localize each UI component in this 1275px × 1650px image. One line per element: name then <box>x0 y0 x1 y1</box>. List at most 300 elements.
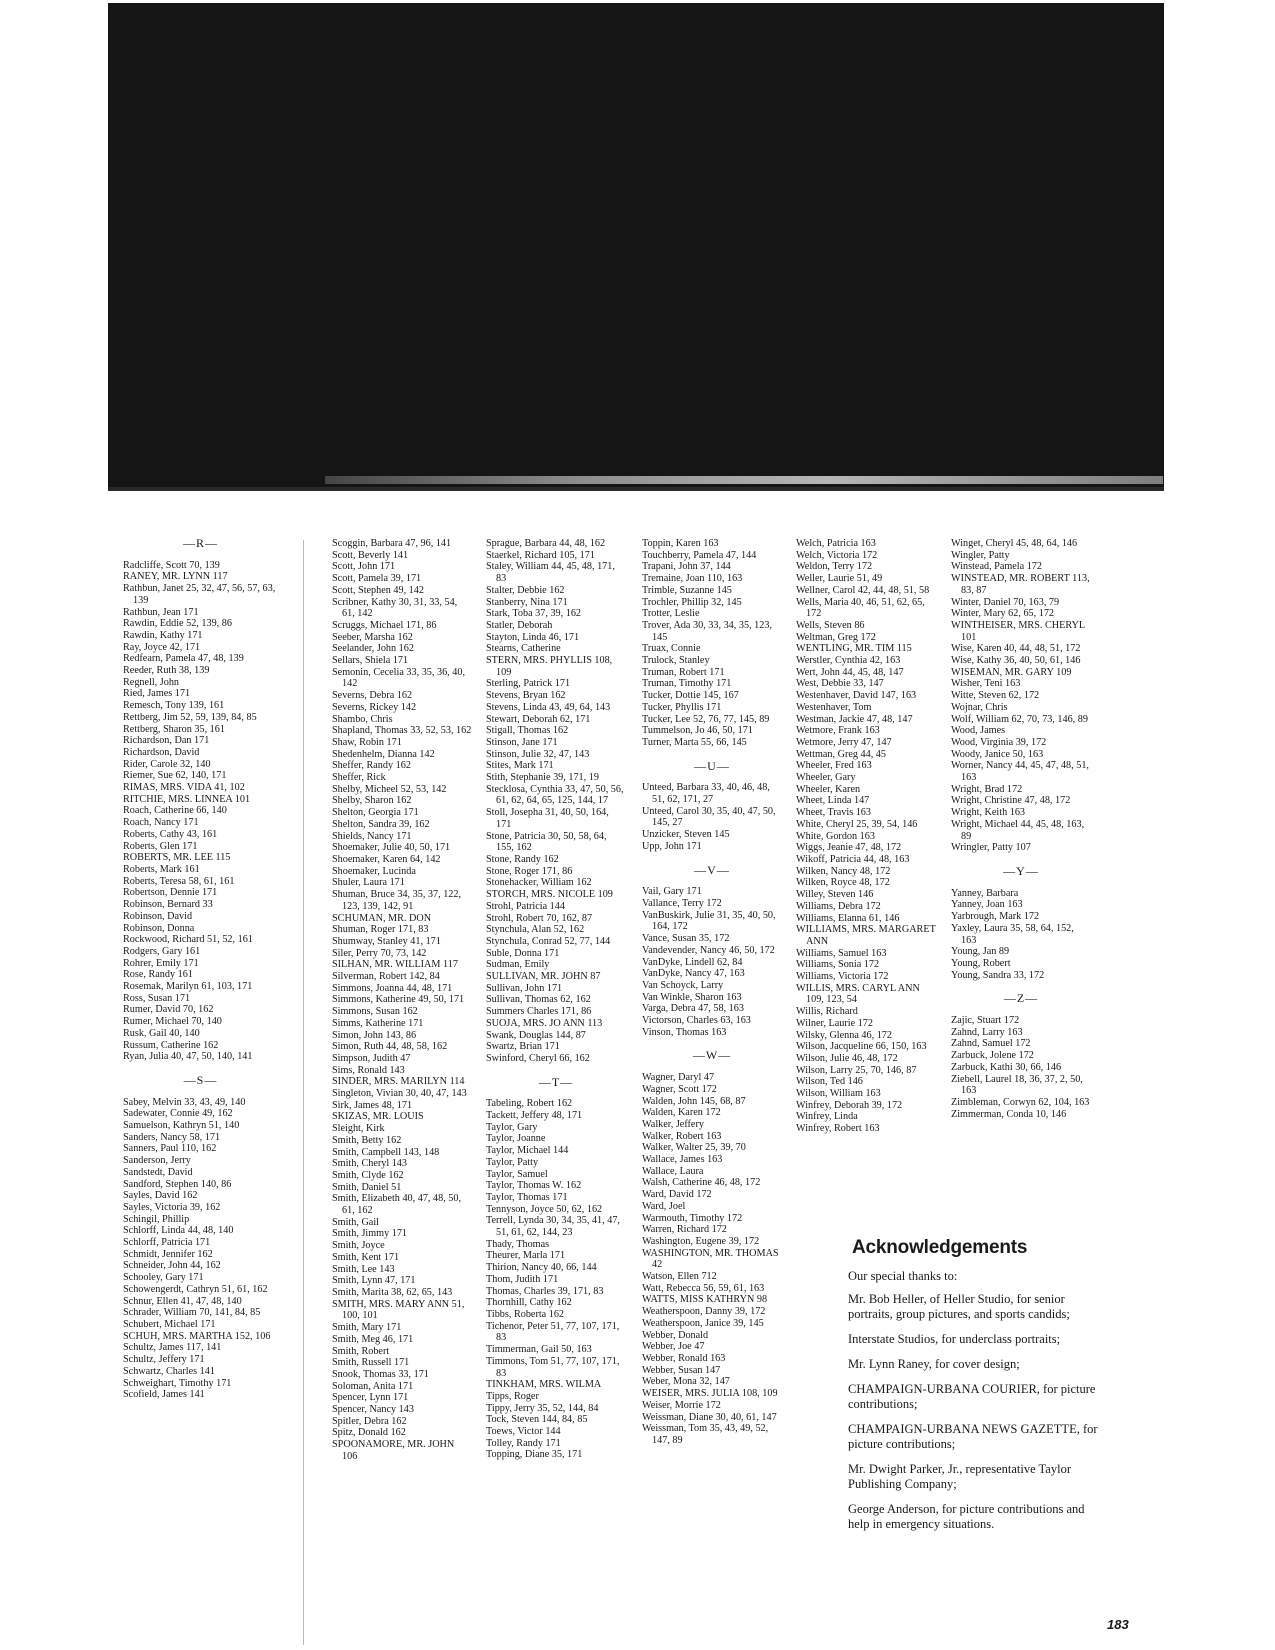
index-entry: Wilken, Royce 48, 172 <box>796 877 890 889</box>
index-entry: Scoggin, Barbara 47, 96, 141 <box>332 538 452 549</box>
index-entry: Watson, Ellen 712 <box>642 1271 717 1283</box>
index-entry: Rockwood, Richard 51, 52, 161 <box>123 934 253 946</box>
index-entry: Sullivan, Thomas 62, 162 <box>486 994 591 1006</box>
index-entry: WASHINGTON, MR. THOMAS 42 <box>642 1247 779 1271</box>
index-entry: Wetmore, Frank 163 <box>796 725 880 737</box>
index-entry: Simmons, Susan 162 <box>332 1006 418 1018</box>
index-entry: Westenhaver, Tom <box>796 701 872 713</box>
index-entry: Winter, Mary 62, 65, 172 <box>951 608 1055 620</box>
index-entry: Wright, Christine 47, 48, 172 <box>951 795 1071 807</box>
index-entry: Roberts, Teresa 58, 61, 161 <box>123 875 235 887</box>
index-entry: Wallace, James 163 <box>642 1154 723 1166</box>
index-entry: Worner, Nancy 44, 45, 47, 48, 51, 163 <box>951 760 1089 784</box>
index-entry: Wagner, Daryl 47 <box>642 1072 715 1084</box>
section-letter-heading: —S— <box>183 1072 218 1087</box>
index-entry: White, Cheryl 25, 39, 54, 146 <box>796 818 918 830</box>
index-entry: Willey, Steven 146 <box>796 889 874 901</box>
index-entry: Wilner, Laurie 172 <box>796 1017 873 1029</box>
index-entry: Wright, Brad 172 <box>951 783 1023 795</box>
index-entry: Seeber, Marsha 162 <box>332 631 413 643</box>
index-entry: Weber, Mona 32, 147 <box>642 1376 730 1388</box>
index-entry: RANEY, MR. LYNN 117 <box>123 571 228 583</box>
index-entry: Shelton, Sandra 39, 162 <box>332 818 430 830</box>
index-entry: Toppin, Karen 163 <box>642 538 719 549</box>
index-entry: Unteed, Barbara 33, 40, 46, 48, 51, 62, 171, 27 <box>642 782 770 806</box>
index-entry: Shaw, Robin 171 <box>332 736 402 748</box>
index-entry: Wolf, William 62, 70, 73, 146, 89 <box>951 713 1088 725</box>
index-entry: Williams, Victoria 172 <box>796 971 889 983</box>
index-entry: Thornhill, Cathy 162 <box>486 1297 572 1309</box>
index-entry: Walker, Robert 163 <box>642 1130 722 1142</box>
ack-item: CHAMPAIGN-URBANA COURIER, for picture contributions; <box>848 1382 1096 1411</box>
index-entry: Young, Jan 89 <box>951 946 1010 958</box>
index-entry: WILLIS, MRS. CARYL ANN 109, 123, 54 <box>796 982 920 1006</box>
index-entry: Schmidt, Jennifer 162 <box>123 1248 213 1260</box>
index-entry: Young, Robert <box>951 957 1011 969</box>
index-entry: Taylor, Samuel <box>486 1168 548 1180</box>
index-entry: Westman, Jackie 47, 48, 147 <box>796 713 913 725</box>
index-entry: Wisher, Teni 163 <box>951 678 1021 690</box>
index-entry: Sanders, Nancy 58, 171 <box>123 1131 221 1143</box>
index-entry: Sellars, Shiela 171 <box>332 655 409 667</box>
index-entry: Wheet, Travis 163 <box>796 807 871 819</box>
index-entry: Shuman, Roger 171, 83 <box>332 924 429 936</box>
index-entry: Winter, Daniel 70, 163, 79 <box>951 596 1060 608</box>
index-entry: Sandstedt, David <box>123 1166 193 1178</box>
index-entry: SCHUH, MRS. MARTHA 152, 106 <box>123 1330 271 1342</box>
index-entry: Spencer, Lynn 171 <box>332 1392 409 1404</box>
index-entry: Watt, Rebecca 56, 59, 61, 163 <box>642 1282 765 1294</box>
index-entry: Smith, Joyce <box>332 1240 385 1252</box>
index-entry: Sabey, Melvin 33, 43, 49, 140 <box>123 1096 246 1108</box>
index-entry: Rettberg, Jim 52, 59, 139, 84, 85 <box>123 711 257 723</box>
index-entry: Taylor, Gary <box>486 1121 538 1133</box>
index-entry: Wise, Karen 40, 44, 48, 51, 172 <box>951 643 1081 655</box>
index-entry: Weiser, Morrie 172 <box>642 1399 721 1411</box>
index-entry: Werstler, Cynthia 42, 163 <box>796 655 901 667</box>
index-entry: Wilson, Jacqueline 66, 150, 163 <box>796 1041 927 1053</box>
index-entry: Tennyson, Joyce 50, 62, 162 <box>486 1203 603 1215</box>
index-entry: Stinson, Jane 171 <box>486 736 558 748</box>
index-entry: Zahnd, Samuel 172 <box>951 1038 1031 1050</box>
index-entry: Statler, Deborah <box>486 619 553 631</box>
index-entry: Wright, Keith 163 <box>951 807 1026 819</box>
index-entry: Welch, Victoria 172 <box>796 549 878 561</box>
index-entry: Simon, Ruth 44, 48, 58, 162 <box>332 1041 448 1053</box>
index-entry: Winfrey, Deborah 39, 172 <box>796 1099 903 1111</box>
index-entry: Yanney, Barbara <box>951 887 1019 899</box>
index-entry: Tichenor, Peter 51, 77, 107, 171, 83 <box>486 1320 620 1344</box>
index-entry: Taylor, Patty <box>486 1156 539 1168</box>
index-entry: Wood, James <box>951 725 1006 737</box>
index-entry: Thirion, Nancy 40, 66, 144 <box>486 1262 597 1274</box>
index-entry: Rawdin, Kathy 171 <box>123 629 203 641</box>
index-entry: Wilson, Julie 46, 48, 172 <box>796 1052 898 1064</box>
index-entry: Siler, Perry 70, 73, 142 <box>332 947 427 959</box>
index-entry: Webber, Donald <box>642 1329 709 1341</box>
index-entry: Scruggs, Michael 171, 86 <box>332 619 437 631</box>
index-entry: Tippy, Jerry 35, 52, 144, 84 <box>486 1402 599 1414</box>
index-entry: Simon, John 143, 86 <box>332 1029 417 1041</box>
index-entry: Tummelson, Jo 46, 50, 171 <box>642 725 753 737</box>
index-entry: Stone, Roger 171, 86 <box>486 865 573 877</box>
index-entry: Summers Charles 171, 86 <box>486 1006 592 1018</box>
index-entry: Staerkel, Richard 105, 171 <box>486 549 595 561</box>
index-entry: Wheeler, Fred 163 <box>796 760 872 772</box>
index-entry: Shields, Nancy 171 <box>332 830 412 842</box>
index-entry: Roach, Nancy 171 <box>123 817 199 829</box>
index-entry: Walden, John 145, 68, 87 <box>642 1095 746 1107</box>
index-entry: Shedenhelm, Dianna 142 <box>332 748 435 760</box>
index-entry: RITCHIE, MRS. LINNEA 101 <box>123 793 251 805</box>
index-entry: SINDER, MRS. MARILYN 114 <box>332 1076 465 1088</box>
index-entry: WISEMAN, MR. GARY 109 <box>951 666 1072 678</box>
section-letter-heading: —W— <box>692 1048 732 1063</box>
index-entry: Snook, Thomas 33, 171 <box>332 1368 429 1380</box>
index-entry: Stigall, Thomas 162 <box>486 725 569 737</box>
index-entry: Sims, Ronald 143 <box>332 1064 405 1076</box>
index-entry: Wetmore, Jerry 47, 147 <box>796 736 892 748</box>
index-entry: Varga, Debra 47, 58, 163 <box>642 1003 744 1015</box>
index-entry: Van Schoyck, Larry <box>642 979 724 991</box>
index-entry: Rohrer, Emily 171 <box>123 957 199 969</box>
index-entry: Robertson, Dennie 171 <box>123 887 218 899</box>
index-entry: Scott, Pamela 39, 171 <box>332 573 422 585</box>
index-entry: RIMAS, MRS. VIDA 41, 102 <box>123 782 245 794</box>
index-entry: Trulock, Stanley <box>642 655 710 667</box>
acknowledgements-title: Acknowledgements <box>852 1237 1028 1258</box>
index-entry: Welch, Patricia 163 <box>796 538 876 549</box>
index-entry: Schubert, Michael 171 <box>123 1319 216 1330</box>
index-entry: Rumer, Michael 70, 140 <box>123 1016 222 1028</box>
index-entry: SULLIVAN, MR. JOHN 87 <box>486 971 601 983</box>
index-entry: Wright, Michael 44, 45, 48, 163, 89 <box>951 818 1085 842</box>
index-entry: Wringler, Patty 107 <box>951 842 1031 854</box>
index-entry: Simpson, Judith 47 <box>332 1052 411 1064</box>
index-entry: Winfrey, Linda <box>796 1111 858 1123</box>
index-entry: Winget, Cheryl 45, 48, 64, 146 <box>951 538 1078 549</box>
index-entry: Shelby, Sharon 162 <box>332 795 412 807</box>
index-entry: Shoemaker, Lucinda <box>332 865 416 877</box>
index-entry: Stevens, Bryan 162 <box>486 690 566 702</box>
index-entry: Stites, Mark 171 <box>486 760 554 772</box>
index-entry: Sandford, Stephen 140, 86 <box>123 1178 232 1190</box>
index-column-3 <box>486 538 626 1461</box>
index-entry: SCHUMAN, MR. DON <box>332 912 432 924</box>
index-entry: Spitz, Donald 162 <box>332 1427 406 1439</box>
index-entry: Zimbleman, Corwyn 62, 104, 163 <box>951 1096 1090 1108</box>
index-entry: SPOONAMORE, MR. JOHN 106 <box>332 1439 455 1462</box>
index-entry: Stalter, Debbie 162 <box>486 584 565 596</box>
index-entry: Wert, John 44, 45, 48, 147 <box>796 666 904 678</box>
index-entry: Weatherspoon, Janice 39, 145 <box>642 1317 764 1329</box>
index-entry: Suble, Donna 171 <box>486 947 560 959</box>
index-entry: SILHAN, MR. WILLIAM 117 <box>332 959 458 971</box>
index-entry: Thom, Judith 171 <box>486 1273 559 1285</box>
index-entry: Shoemaker, Karen 64, 142 <box>332 853 441 865</box>
index-entry: Soloman, Anita 171 <box>332 1380 414 1392</box>
index-entry: Rawdin, Eddie 52, 139, 86 <box>123 618 232 630</box>
index-column-2 <box>332 538 472 1463</box>
index-entry: Ziebell, Laurel 18, 36, 37, 2, 50, 163 <box>951 1073 1083 1097</box>
index-entry: Schweighart, Timothy 171 <box>123 1377 232 1389</box>
index-entry: Smith, Daniel 51 <box>332 1181 402 1193</box>
index-entry: WENTLING, MR. TIM 115 <box>796 643 912 655</box>
index-entry: Webber, Joe 47 <box>642 1341 705 1353</box>
index-entry: Warmouth, Timothy 172 <box>642 1212 743 1224</box>
index-entry: Schingil, Phillip <box>123 1213 190 1225</box>
index-entry: Weltman, Greg 172 <box>796 631 876 643</box>
index-entry: Singleton, Vivian 30, 40, 47, 143 <box>332 1088 467 1100</box>
index-entry: Scott, Beverly 141 <box>332 549 409 561</box>
index-entry: Upp, John 171 <box>642 840 702 852</box>
index-entry: Wilson, Larry 25, 70, 146, 87 <box>796 1064 917 1076</box>
index-entry: SUOJA, MRS. JO ANN 113 <box>486 1017 603 1029</box>
index-entry: Tucker, Lee 52, 76, 77, 145, 89 <box>642 713 770 725</box>
index-entry: Yarbrough, Mark 172 <box>951 911 1040 923</box>
index-entry: Wheeler, Gary <box>796 772 856 784</box>
index-entry: Remesch, Tony 139, 161 <box>123 700 225 712</box>
index-entry: Stayton, Linda 46, 171 <box>486 631 580 643</box>
index-entry: Trapani, John 37, 144 <box>642 561 731 573</box>
index-entry: Wood, Virginia 39, 172 <box>951 736 1047 748</box>
section-letter-heading: —Z— <box>1003 991 1039 1006</box>
index-entry: Truman, Robert 171 <box>642 666 725 678</box>
column-divider <box>303 540 304 1645</box>
index-entry: Vallance, Terry 172 <box>642 897 722 909</box>
index-entry: Wilsky, Glenna 46, 172 <box>796 1029 892 1041</box>
index-entry: Ried, James 171 <box>123 688 191 700</box>
index-entry: Tabeling, Robert 162 <box>486 1098 573 1110</box>
index-entry: Roberts, Cathy 43, 161 <box>123 828 218 840</box>
index-entry: Wellner, Carol 42, 44, 48, 51, 58 <box>796 584 930 596</box>
index-entry: Theurer, Marla 171 <box>486 1250 566 1262</box>
index-entry: Schlorff, Linda 44, 48, 140 <box>123 1225 234 1237</box>
index-entry: Stevens, Linda 43, 49, 64, 143 <box>486 701 611 713</box>
index-entry: Sayles, David 162 <box>123 1190 198 1202</box>
photo-light-streak <box>325 476 1163 484</box>
index-entry: Schneider, John 44, 162 <box>123 1260 221 1272</box>
index-entry: Wallace, Laura <box>642 1165 704 1177</box>
index-entry: Schowengerdt, Cathryn 51, 61, 162 <box>123 1283 268 1295</box>
index-entry: Swinford, Cheryl 66, 162 <box>486 1052 590 1064</box>
index-entry: Topping, Diane 35, 171 <box>486 1449 583 1461</box>
index-entry: Smith, Clyde 162 <box>332 1169 404 1181</box>
index-entry: Walsh, Catherine 46, 48, 172 <box>642 1177 761 1189</box>
ack-item: Mr. Lynn Raney, for cover design; <box>848 1357 1020 1371</box>
index-entry: Robinson, Bernard 33 <box>123 899 213 911</box>
index-entry: Sadewater, Connie 49, 162 <box>123 1108 233 1120</box>
index-entry: Shuler, Laura 171 <box>332 877 405 889</box>
index-entry: Schwartz, Charles 141 <box>123 1365 215 1377</box>
acknowledgements-intro: Our special thanks to: <box>848 1269 958 1283</box>
section-letter-heading: —V— <box>694 862 730 877</box>
index-entry: Weissman, Tom 35, 43, 49, 52, 147, 89 <box>642 1423 769 1446</box>
index-entry: STERN, MRS. PHYLLIS 108, 109 <box>486 655 613 678</box>
index-entry: Tremaine, Joan 110, 163 <box>642 573 743 585</box>
index-entry: White, Gordon 163 <box>796 830 875 842</box>
index-entry: Semonin, Cecelia 33, 35, 36, 40, 142 <box>332 666 465 690</box>
page-number: 183 <box>1107 1617 1129 1632</box>
index-entry: Scofield, James 141 <box>123 1389 205 1401</box>
section-letter-heading: —R— <box>182 536 218 550</box>
index-entry: Schooley, Gary 171 <box>123 1272 204 1284</box>
index-entry: Zarbuck, Kathi 30, 66, 146 <box>951 1061 1062 1073</box>
index-entry: Simms, Katherine 171 <box>332 1017 424 1029</box>
index-entry: Wojnar, Chris <box>951 701 1008 713</box>
index-entry: Walker, Walter 25, 39, 70 <box>642 1142 746 1154</box>
index-entry: Rusk, Gail 40, 140 <box>123 1027 200 1039</box>
ack-item: Mr. Bob Heller, of Heller Studio, for senior portraits, group pictures, and sports candids; <box>848 1292 1070 1321</box>
index-entry: Wise, Kathy 36, 40, 50, 61, 146 <box>951 655 1081 667</box>
index-entry: Simmons, Joanna 44, 48, 171 <box>332 982 453 994</box>
index-entry: Smith, Lynn 47, 171 <box>332 1275 416 1287</box>
index-entry: Simmons, Katherine 49, 50, 171 <box>332 994 465 1006</box>
index-entry: Sayles, Victoria 39, 162 <box>123 1201 221 1213</box>
index-entry: Weldon, Terry 172 <box>796 561 873 573</box>
index-entry: Vance, Susan 35, 172 <box>642 933 730 945</box>
index-entry: Redfearn, Pamela 47, 48, 139 <box>123 653 244 665</box>
index-entry: Smith, Gail <box>332 1216 379 1228</box>
index-entry: Smith, Betty 162 <box>332 1134 402 1146</box>
index-entry: Tucker, Dottie 145, 167 <box>642 690 739 702</box>
index-entry: Wheet, Linda 147 <box>796 795 870 807</box>
index-entry: Shelton, Georgia 171 <box>332 807 419 819</box>
ack-item: Mr. Dwight Parker, Jr., representative Taylor Publishing Company; <box>848 1462 1071 1491</box>
index-entry: Wilson, Ted 146 <box>796 1076 863 1088</box>
index-entry: Warren, Richard 172 <box>642 1224 727 1236</box>
index-entry: Severns, Rickey 142 <box>332 701 417 713</box>
index-entry: Smith, Elizabeth 40, 47, 48, 50, 61, 162 <box>332 1193 462 1217</box>
index-column-1 <box>123 538 278 1401</box>
index-entry: Staley, William 44, 45, 48, 171, 83 <box>486 561 615 585</box>
index-entry: Smith, Jimmy 171 <box>332 1228 408 1240</box>
index-entry: Wikoff, Patricia 44, 48, 163 <box>796 853 910 865</box>
index-entry: Weatherspoon, Danny 39, 172 <box>642 1306 766 1318</box>
index-entry: Zahnd, Larry 163 <box>951 1026 1023 1038</box>
index-entry: Wiggs, Jeanie 47, 48, 172 <box>796 842 902 854</box>
index-entry: Touchberry, Pamela 47, 144 <box>642 549 757 561</box>
index-entry: Sirk, James 48, 171 <box>332 1099 413 1111</box>
index-entry: Timmerman, Gail 50, 163 <box>486 1344 592 1356</box>
index-entry: Wells, Steven 86 <box>796 619 865 631</box>
index-entry: Shapland, Thomas 33, 52, 53, 162 <box>332 725 472 737</box>
index-entry: Scott, Stephen 49, 142 <box>332 584 424 596</box>
index-entry: Ryan, Julia 40, 47, 50, 140, 141 <box>123 1051 253 1063</box>
index-entry: Spencer, Nancy 143 <box>332 1404 414 1416</box>
index-entry: Regnell, John <box>123 676 180 688</box>
index-entry: Reeder, Ruth 38, 139 <box>123 665 210 677</box>
index-entry: Zimmerman, Conda 10, 146 <box>951 1108 1067 1120</box>
index-entry: Stearns, Catherine <box>486 643 561 655</box>
ack-item: George Anderson, for picture contributions and help in emergency situations. <box>848 1502 1085 1531</box>
section-letter-heading: —Y— <box>1003 863 1039 878</box>
index-entry: VanDyke, Lindell 62, 84 <box>642 956 743 968</box>
index-entry: Smith, Russell 171 <box>332 1357 410 1369</box>
index-entry: Young, Sandra 33, 172 <box>951 969 1045 981</box>
index-entry: Washington, Eugene 39, 172 <box>642 1235 760 1247</box>
index-entry: Trotter, Leslie <box>642 608 700 620</box>
index-entry: Tackett, Jeffery 48, 171 <box>486 1110 583 1122</box>
index-entry: Wingler, Patty <box>951 549 1010 561</box>
index-entry: WATTS, MISS KATHRYN 98 <box>642 1294 768 1306</box>
index-entry: Swank, Douglas 144, 87 <box>486 1029 586 1041</box>
index-entry: WEISER, MRS. JULIA 108, 109 <box>642 1388 778 1400</box>
index-entry: Thady, Thomas <box>486 1238 550 1250</box>
dark-photograph <box>108 3 1164 491</box>
index-entry: Shelby, Micheel 52, 53, 142 <box>332 783 447 795</box>
index-entry: Strohl, Patricia 144 <box>486 900 565 912</box>
index-entry: Schultz, James 117, 141 <box>123 1342 222 1354</box>
index-entry: Sanderson, Jerry <box>123 1155 191 1167</box>
index-entry: Smith, Cheryl 143 <box>332 1158 407 1170</box>
index-entry: Roberts, Mark 161 <box>123 863 200 875</box>
index-entry: Tibbs, Roberta 162 <box>486 1309 565 1320</box>
index-entry: Stith, Stephanie 39, 171, 19 <box>486 772 599 784</box>
index-entry: Tucker, Phyllis 171 <box>642 701 722 713</box>
index-entry: Sheffer, Rick <box>332 772 386 784</box>
index-entry: Winstead, Pamela 172 <box>951 561 1042 573</box>
index-entry: Williams, Sonia 172 <box>796 959 880 971</box>
index-entry: Sleight, Kirk <box>332 1123 385 1135</box>
index-entry: Yanney, Joan 163 <box>951 899 1023 911</box>
index-entry: Trover, Ada 30, 33, 34, 35, 123, 145 <box>642 619 772 643</box>
index-entry: Zajic, Stuart 172 <box>951 1015 1020 1027</box>
index-entry: Stark, Toba 37, 39, 162 <box>486 608 582 620</box>
index-entry: VanBuskirk, Julie 31, 35, 40, 50, 164, 172 <box>642 909 776 933</box>
index-entry: Sanners, Paul 110, 162 <box>123 1143 217 1155</box>
index-entry: STORCH, MRS. NICOLE 109 <box>486 889 613 901</box>
index-entry: Sheffer, Randy 162 <box>332 760 411 772</box>
index-entry: Rathbun, Jean 171 <box>123 606 199 618</box>
index-entry: Scott, John 171 <box>332 561 396 573</box>
index-entry: Taylor, Michael 144 <box>486 1145 569 1157</box>
index-entry: Taylor, Joanne <box>486 1133 546 1145</box>
ack-item: CHAMPAIGN-URBANA NEWS GAZETTE, for picture contributions; <box>848 1422 1098 1451</box>
index-entry: Williams, Samuel 163 <box>796 947 887 959</box>
index-entry: Unteed, Carol 30, 35, 40, 47, 50, 145, 27 <box>642 805 776 829</box>
index-entry: Unzicker, Steven 145 <box>642 829 730 841</box>
index-entry: Rathbun, Janet 25, 32, 47, 56, 57, 63, 139 <box>123 583 276 606</box>
index-entry: Smith, Marita 38, 62, 65, 143 <box>332 1287 453 1298</box>
index-entry: WINSTEAD, MR. ROBERT 113, 83, 87 <box>951 573 1090 596</box>
index-entry: Rodgers, Gary 161 <box>123 945 201 957</box>
index-entry: Tipps, Roger <box>486 1390 539 1402</box>
index-entry: Truax, Connie <box>642 643 701 655</box>
index-entry: Richardson, Dan 171 <box>123 735 210 747</box>
index-entry: Wilson, William 163 <box>796 1088 881 1100</box>
index-entry: Schrader, William 70, 141, 84, 85 <box>123 1307 261 1319</box>
index-entry: Shoemaker, Julie 40, 50, 171 <box>332 842 451 854</box>
index-entry: Walden, Karen 172 <box>642 1107 721 1119</box>
index-entry: Sterling, Patrick 171 <box>486 678 571 690</box>
index-entry: Robinson, Donna <box>123 922 195 934</box>
index-entry: Winfrey, Robert 163 <box>796 1123 880 1135</box>
index-entry: Shuman, Bruce 34, 35, 37, 122, 123, 139, 142, 91 <box>332 889 462 912</box>
index-column-6 <box>951 538 1091 1120</box>
index-entry: Witte, Steven 62, 172 <box>951 690 1040 702</box>
index-entry: Strohl, Robert 70, 162, 87 <box>486 912 593 924</box>
index-entry: Ward, David 172 <box>642 1189 712 1201</box>
index-entry: Taylor, Thomas W. 162 <box>486 1180 582 1192</box>
index-entry: Wettman, Greg 44, 45 <box>796 748 886 760</box>
index-entry: Stecklosa, Cynthia 33, 47, 50, 56, 61, 62, 64, 65, 125, 144, 17 <box>486 783 624 807</box>
index-entry: Williams, Debra 172 <box>796 900 881 912</box>
index-entry: Wheeler, Karen <box>796 783 861 795</box>
index-entry: Taylor, Thomas 171 <box>486 1191 568 1203</box>
index-entry: Rumer, David 70, 162 <box>123 1004 214 1016</box>
index-entry: Richardson, David <box>123 746 200 758</box>
